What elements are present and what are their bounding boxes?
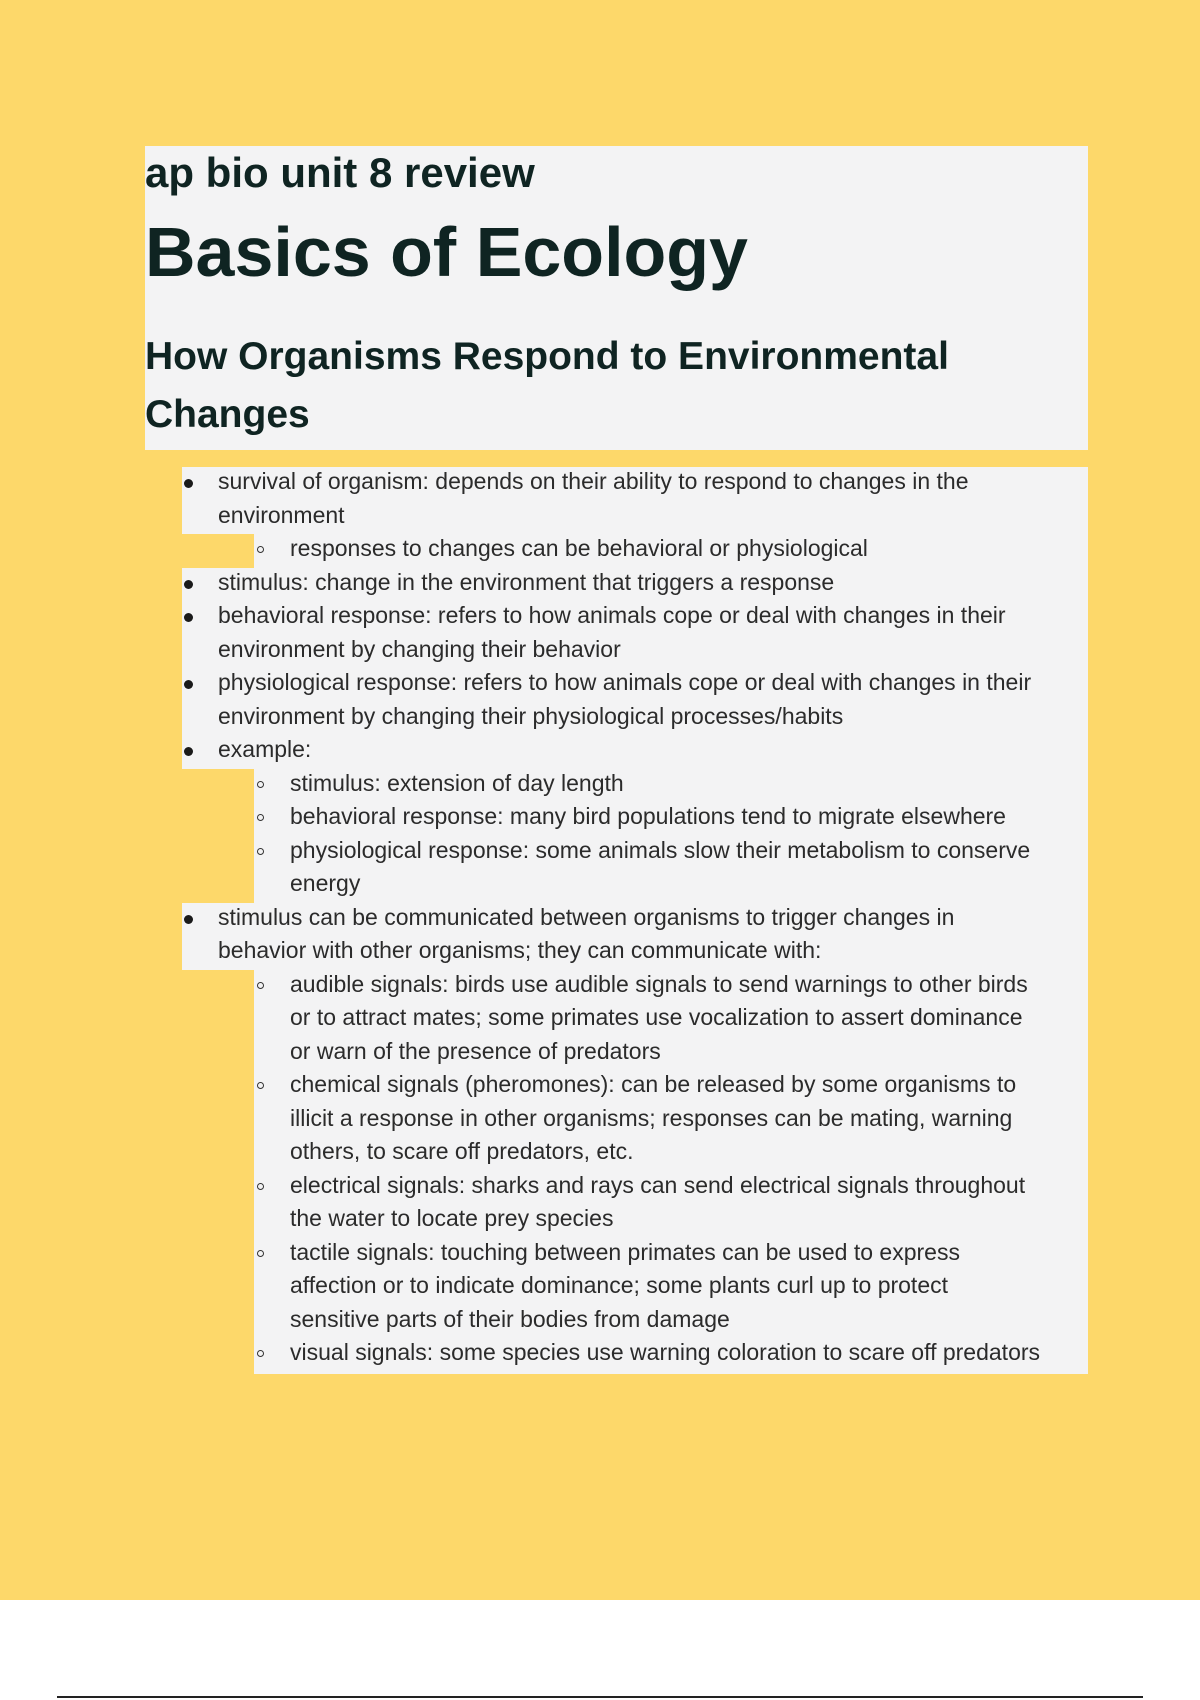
sub-bullet-text: illicit a response in other organisms; responses can be mating, warning — [290, 1104, 1013, 1131]
bullet-icon — [184, 915, 193, 924]
sub-bullet-icon — [257, 1183, 264, 1190]
sub-bullet-text: audible signals: birds use audible signals to send warnings to other birds — [290, 970, 1028, 997]
sub-bullet-text: electrical signals: sharks and rays can send electrical signals throughout — [290, 1171, 1026, 1198]
sub-bullet-text: behavioral response: many bird populations tend to migrate elsewhere — [290, 803, 1006, 829]
bullet-icon — [184, 680, 193, 689]
sub-bullet-icon — [257, 546, 264, 553]
sub-bullet-icon — [257, 1082, 264, 1089]
bullet-text: behavioral response: refers to how animals cope or deal with changes in their — [218, 602, 1006, 628]
sub-bullet-text: responses to changes can be behavioral or physiological — [290, 535, 868, 561]
document-subject: ap bio unit 8 review — [145, 149, 535, 196]
sub-bullet-icon — [257, 814, 264, 821]
sub-bullet-text: visual signals: some species use warning coloration to scare off predators — [290, 1339, 1041, 1365]
bullet-icon — [184, 747, 193, 756]
bullet-text: physiological response: refers to how animals cope or deal with changes in their — [218, 669, 1032, 695]
sub-bullet-text: chemical signals (pheromones): can be released by some organisms to — [290, 1071, 1017, 1097]
sub-bullet-icon — [257, 781, 264, 788]
sub-bullet-icon — [257, 1250, 264, 1257]
sub-bullet-text: affection or to indicate dominance; some plants curl up to protect — [290, 1272, 949, 1298]
sub-bullet-text: physiological response: some animals slow their metabolism to conserve — [290, 836, 1031, 863]
bullet-text: example: — [218, 736, 312, 762]
sub-bullet-icon — [257, 982, 264, 989]
bullet-text: environment — [218, 501, 345, 528]
sub-bullet-text: tactile signals: touching between primates can be used to express — [290, 1238, 960, 1265]
footer-rule — [57, 1696, 1143, 1698]
bullet-text: behavior with other organisms; they can communicate with: — [218, 937, 822, 963]
bullet-text: environment by changing their physiological processes/habits — [218, 702, 844, 729]
sub-bullet-text: others, to scare off predators, etc. — [290, 1138, 634, 1164]
sub-bullet-text: the water to locate prey species — [290, 1205, 614, 1231]
sub-bullet-text: energy — [290, 870, 361, 896]
bullet-text: stimulus can be communicated between organisms to trigger changes in — [218, 903, 955, 930]
bullet-text: stimulus: change in the environment that triggers a response — [218, 568, 835, 595]
section-heading: How Organisms Respond to Environmental Changes — [145, 335, 949, 436]
sub-bullet-text: sensitive parts of their bodies from damage — [290, 1305, 730, 1332]
bullet-icon — [184, 613, 193, 622]
sub-bullet-text: or warn of the presence of predators — [290, 1037, 661, 1064]
bullet-highlight — [182, 735, 1088, 769]
bullet-icon — [184, 580, 193, 589]
bullet-icon — [184, 479, 193, 488]
bullet-text: environment by changing their behavior — [218, 635, 621, 662]
sub-bullet-text: stimulus: extension of day length — [290, 769, 624, 796]
sub-bullet-icon — [257, 1350, 264, 1357]
document-title: Basics of Ecology — [145, 213, 748, 291]
sub-bullet-text: or to attract mates; some primates use vocalization to assert dominance — [290, 1004, 1023, 1030]
bullet-text: survival of organism: depends on their ability to respond to changes in the — [218, 468, 969, 494]
sub-bullet-icon — [257, 848, 264, 855]
